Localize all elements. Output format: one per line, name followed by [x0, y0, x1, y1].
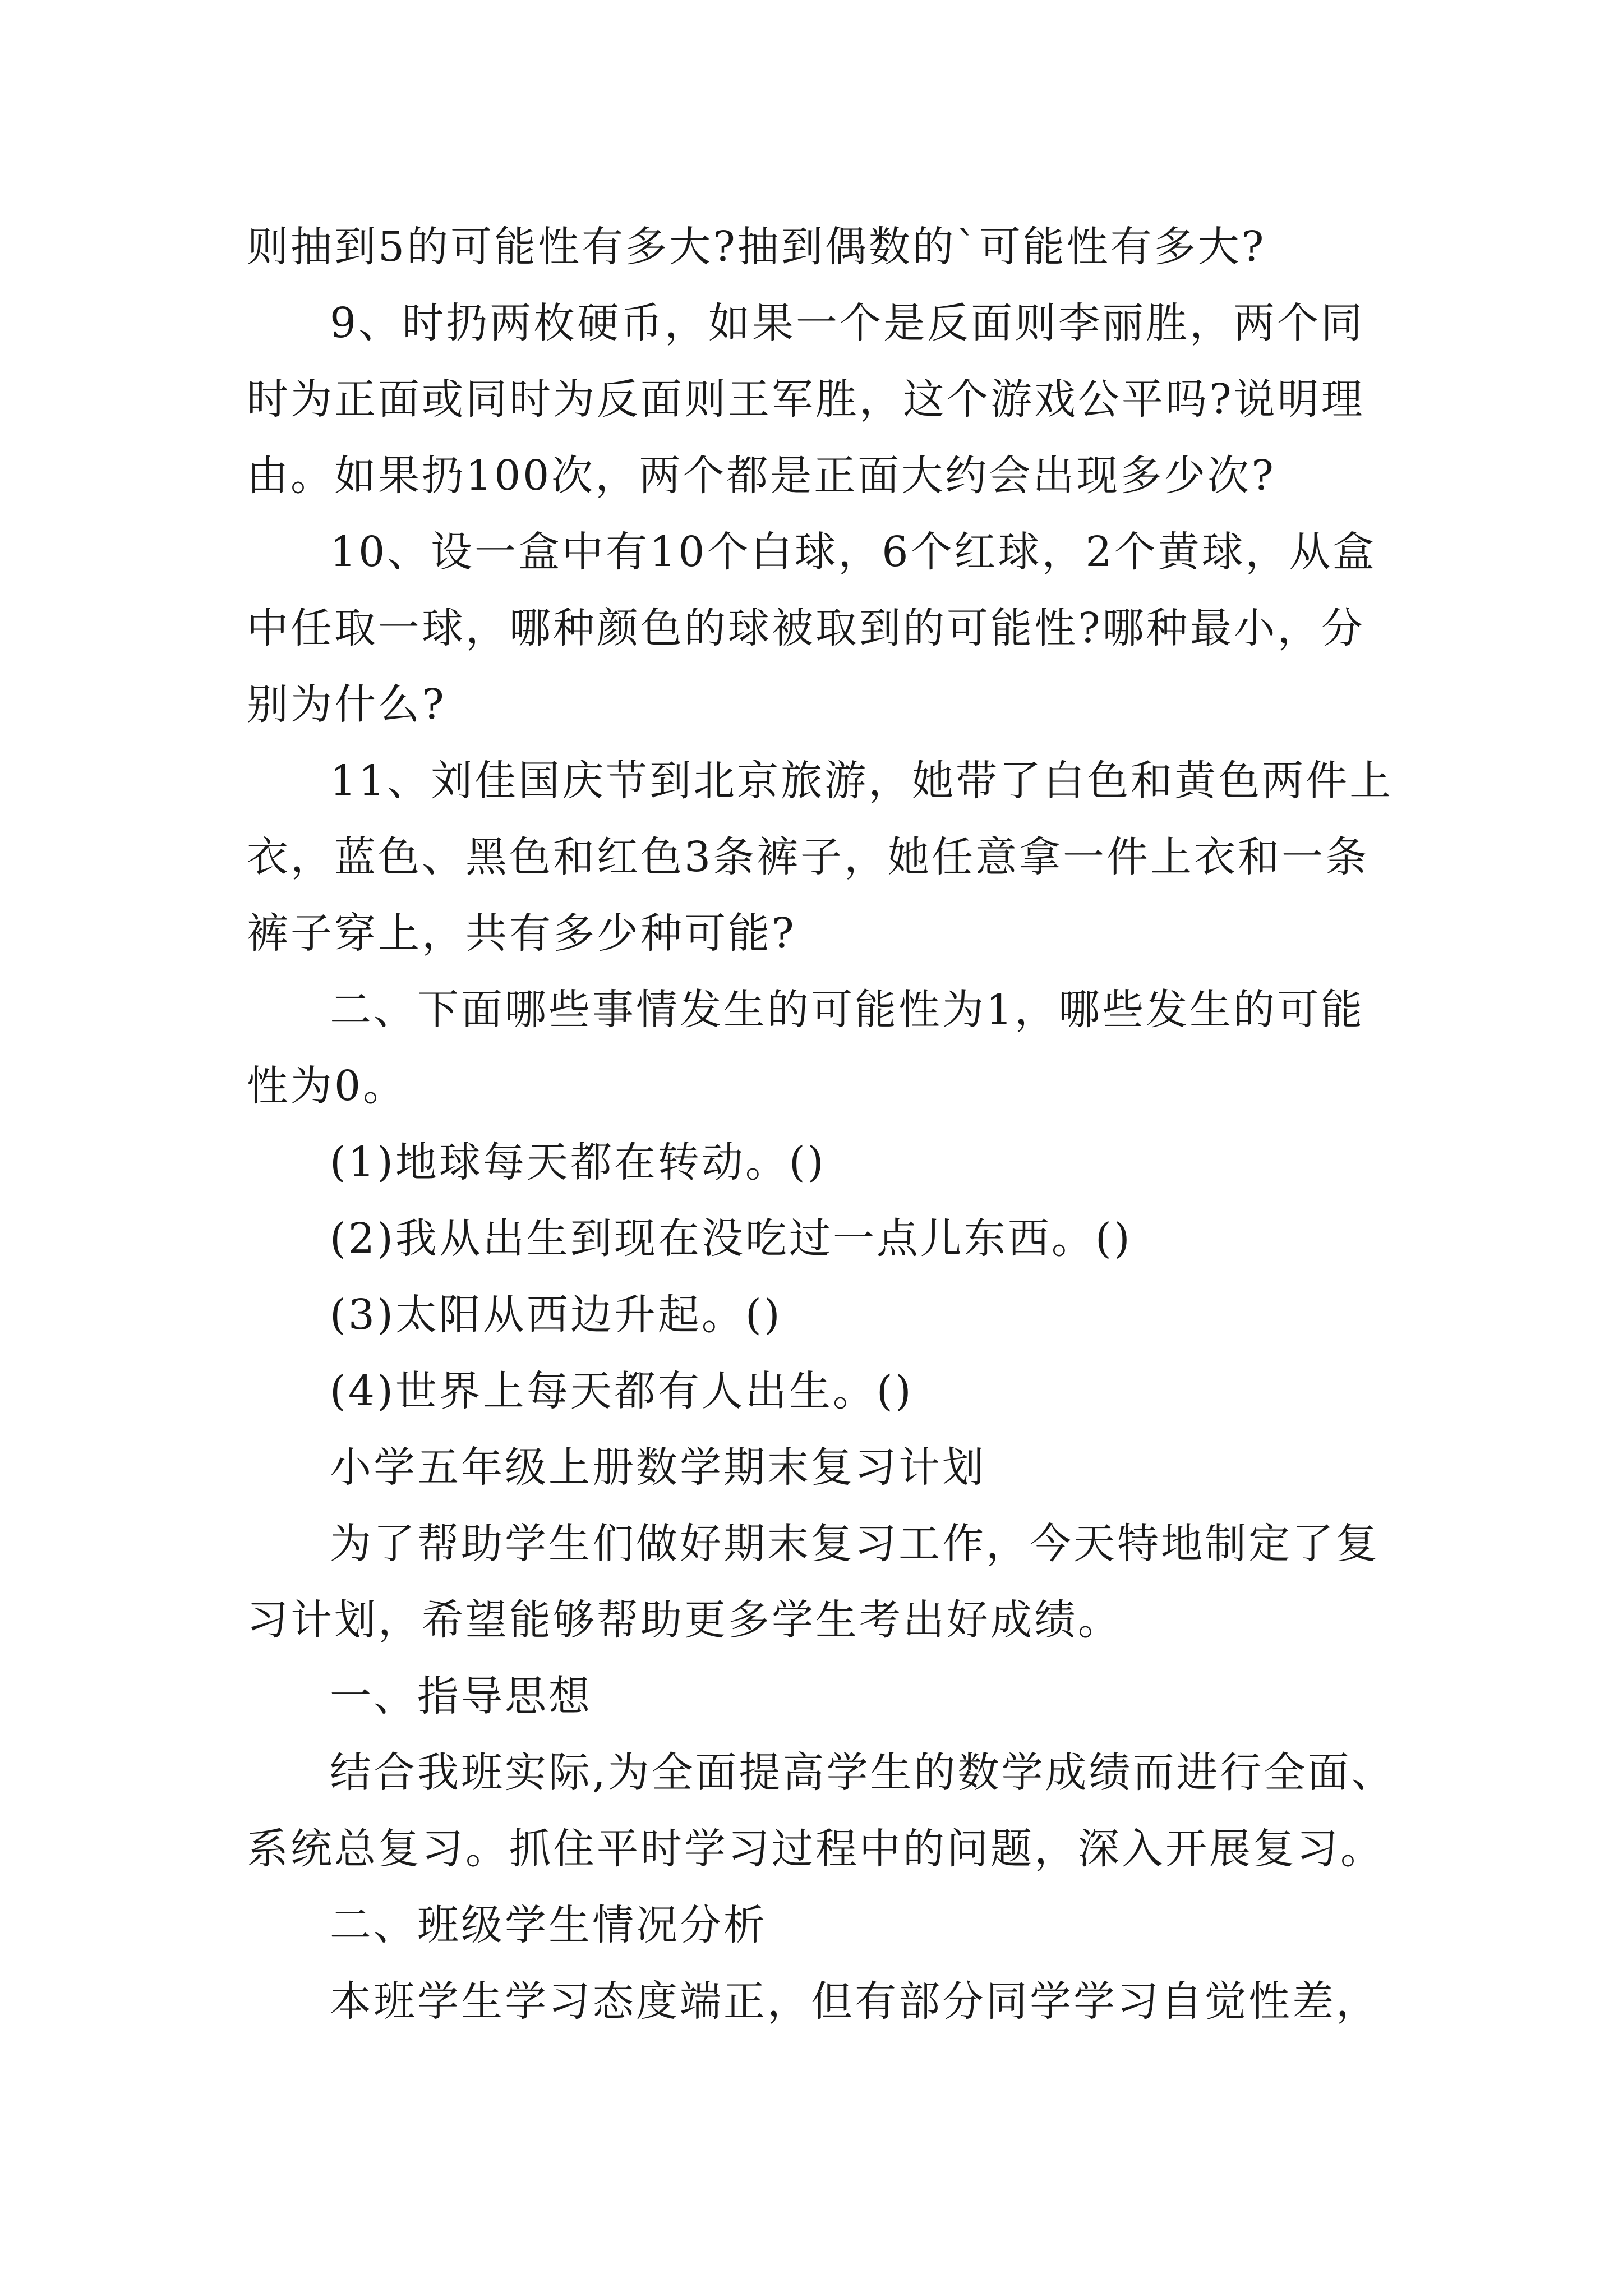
plan-title: 小学五年级上册数学期末复习计划 — [330, 1443, 986, 1492]
class-analysis-paragraph: 本班学生学习态度端正，但有部分同学学习自觉性差， — [330, 1977, 1380, 2026]
item-3: (3)太阳从西边升起。() — [330, 1291, 782, 1339]
document-body — [247, 209, 1402, 2040]
question-9: 9、时扔两枚硬币，如果一个是反面则李丽胜，两个同时为正面或同时为反面则王军胜，这个游戏公平吗?说明理由。如果扔100次，两个都是正面大约会出现多少次? — [247, 299, 1365, 500]
section-heading-2: 二、下面哪些事情发生的可能性为1，哪些发生的可能性为0。 — [247, 986, 1365, 1110]
guiding-thought-paragraph: 结合我班实际,为全面提高学生的数学成绩而进行全面、系统总复习。抓住平时学习过程中的问题，深入开展复习。 — [247, 1749, 1395, 1873]
item-1: (1)地球每天都在转动。() — [330, 1138, 826, 1186]
paragraph: 则抽到5的可能性有多大?抽到偶数的`可能性有多大? — [247, 223, 1266, 271]
question-10: 10、设一盒中有10个白球，6个红球，2个黄球，从盒中任取一球，哪种颜色的球被取到的可能性?哪种最小，分别为什么? — [247, 528, 1377, 729]
heading-guiding-thought: 一、指导思想 — [330, 1672, 592, 1720]
item-2: (2)我从出生到现在没吃过一点儿东西。() — [330, 1214, 1132, 1263]
heading-class-analysis: 二、班级学生情况分析 — [330, 1901, 767, 1949]
item-4: (4)世界上每天都有人出生。() — [330, 1367, 914, 1415]
intro-paragraph: 为了帮助学生们做好期末复习工作，今天特地制定了复习计划，希望能够帮助更多学生考出好成绩。 — [247, 1520, 1380, 1644]
question-11: 11、刘佳国庆节到北京旅游，她带了白色和黄色两件上衣，蓝色、黑色和红色3条裤子，她任意拿一件上衣和一条裤子穿上，共有多少种可能? — [247, 757, 1394, 958]
